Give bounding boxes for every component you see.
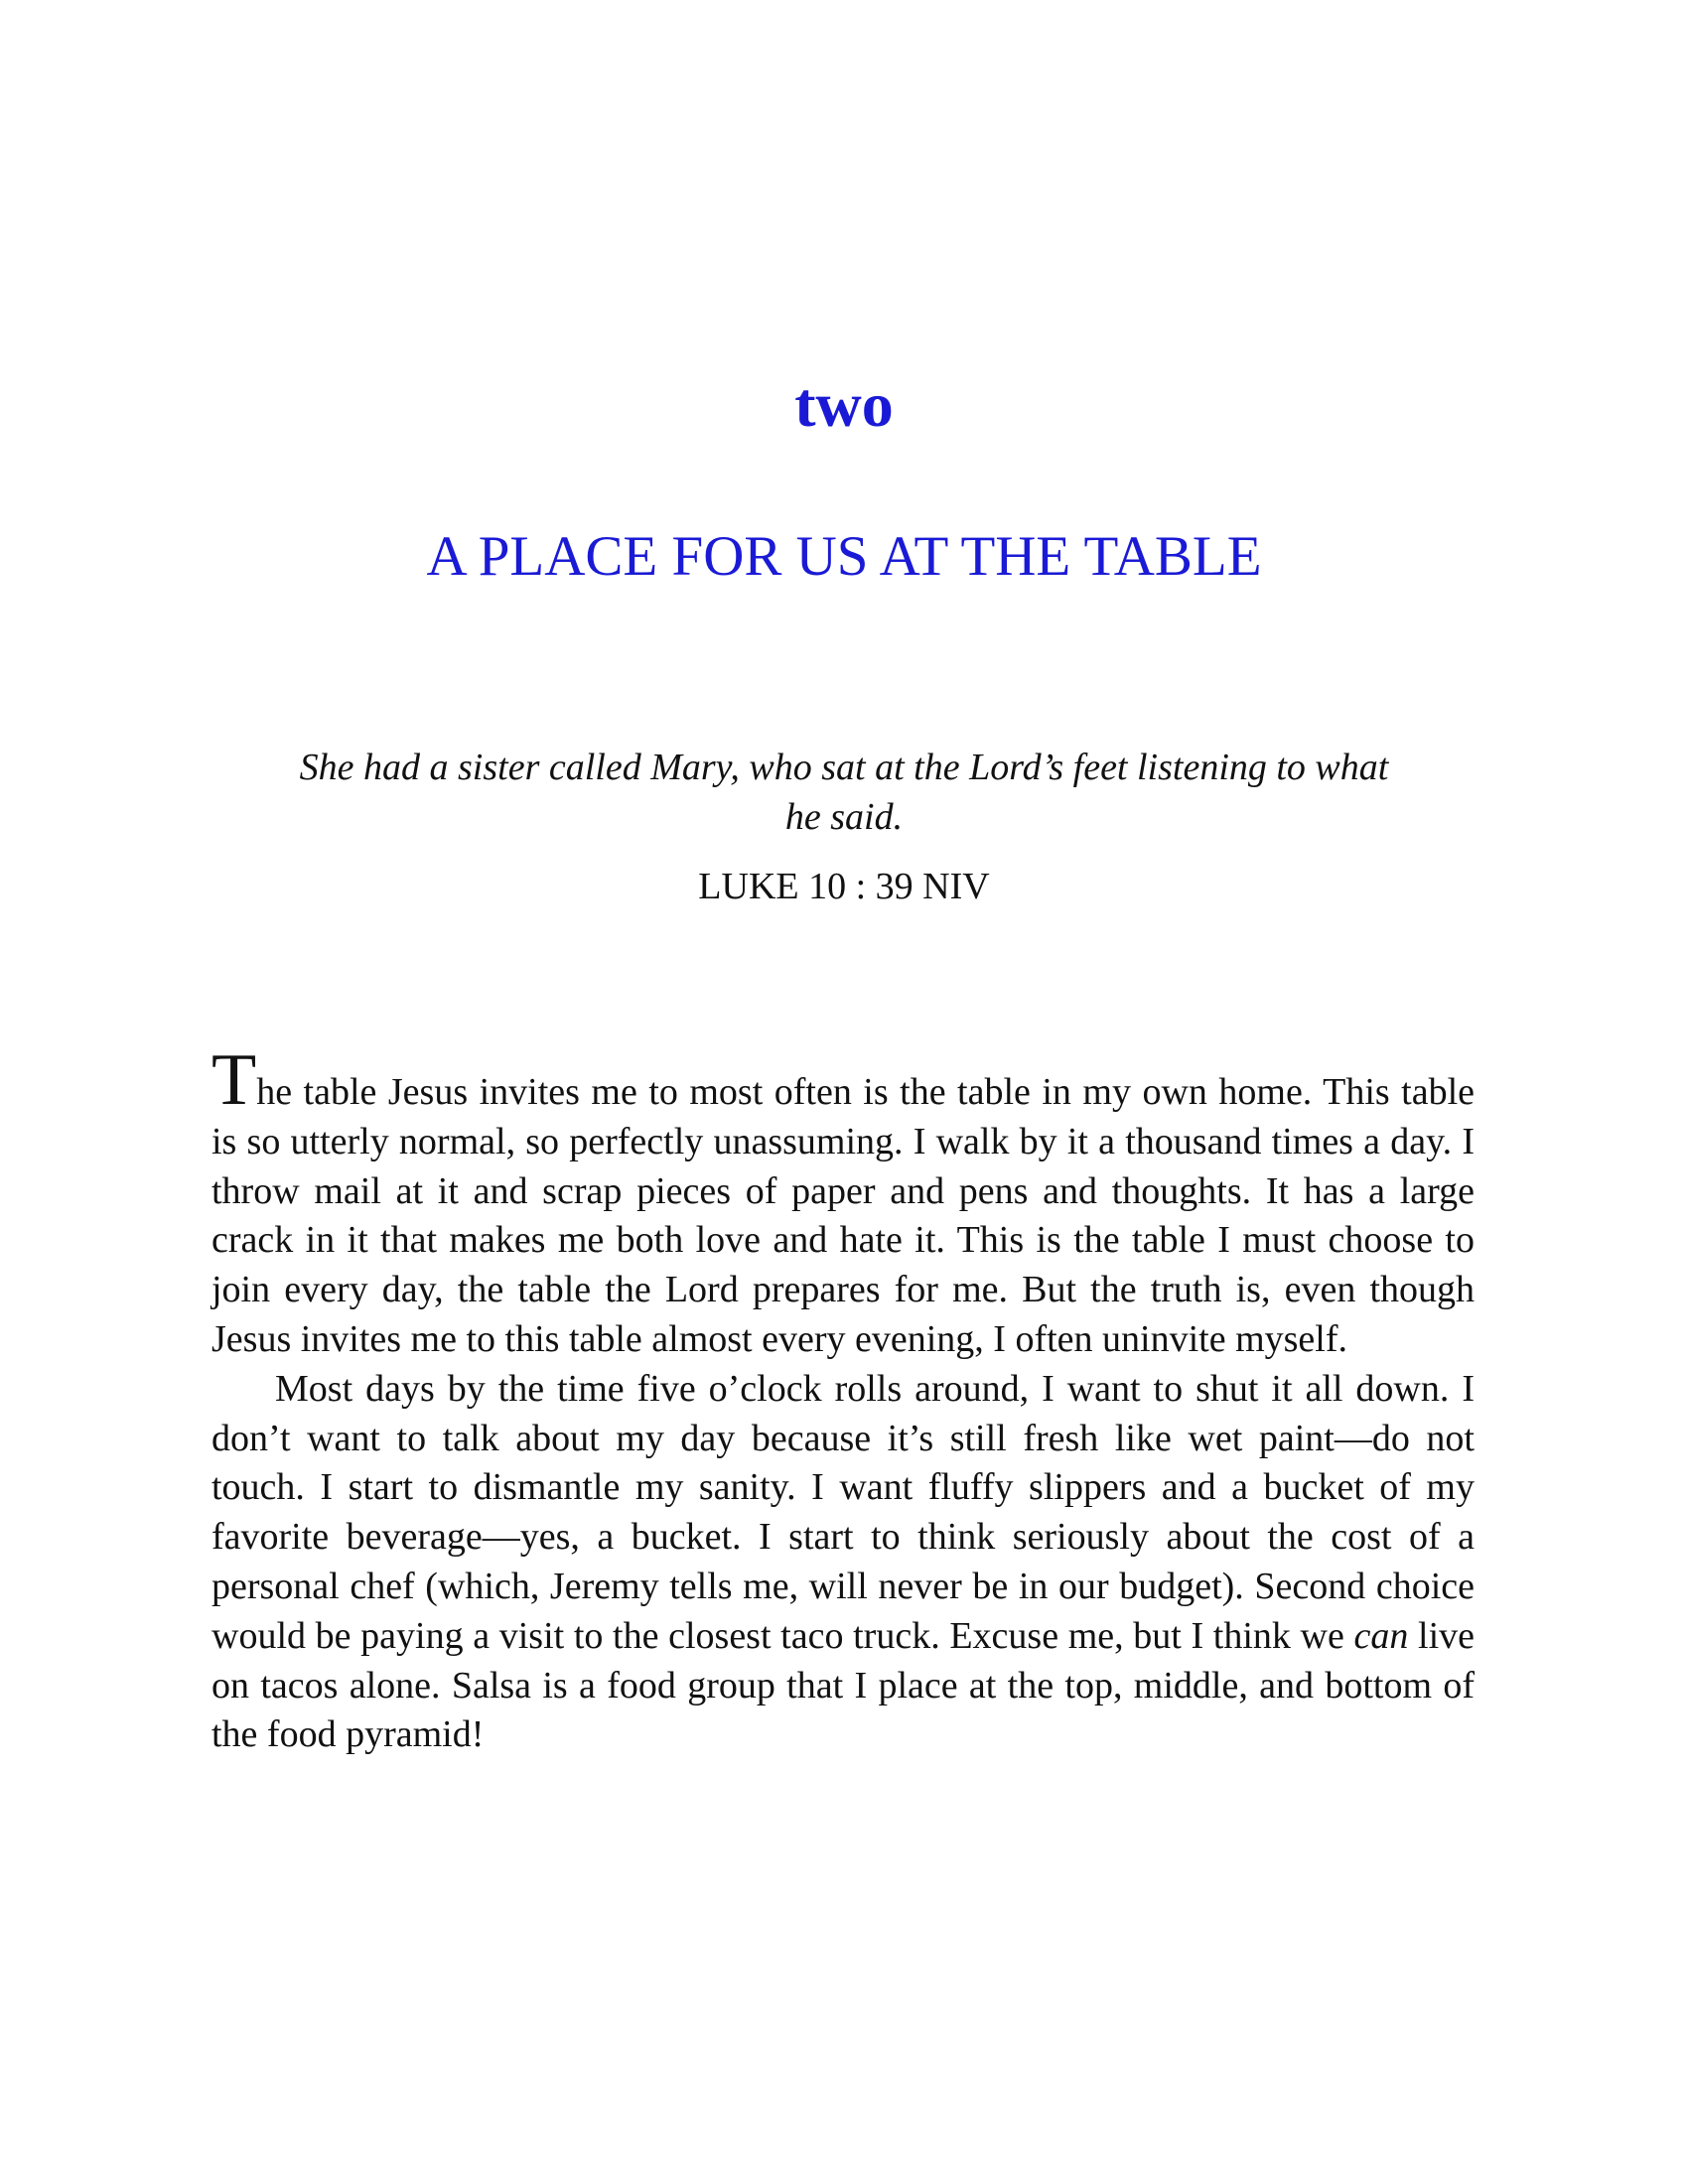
paragraph-2 — [211, 1365, 1475, 1760]
chapter-title: A PLACE FOR US AT THE TABLE — [426, 525, 1262, 588]
paragraph-1-text: he table Jesus invites me to most often is the table in my own home. This table is so utterly normal, so perfectly unassuming. I walk by it a thousand times a day. I throw mail at it and scrap pieces of paper and pens and thoughts. It has a large crack in it that makes me both love and hate it. This is the table I must choose to join every day, the table the Lord prepares for me. But the truth is, even though Jesus invites me to this table almost every evening, I often uninvite myself. — [211, 1071, 1475, 1360]
paragraph-2-emphasis: can — [1353, 1614, 1409, 1657]
paragraph-2-text-b: live on tacos alone. Salsa is a food group that I place at the top, middle, and bottom of the food pyramid! — [211, 1614, 1476, 1756]
body-text — [211, 1039, 1476, 1760]
paragraph-2-text-a: Most days by the time five o’clock rolls around, I want to shut it all down. I don’t want to talk about my day because it’s still fresh like wet paint—do not touch. I start to dismantle my sanity. I want fluffy slippers and a bucket of my favorite beverage—yes, a bucket. I start to think seriously about the cost of a personal chef (which, Jeremy tells me, will never be in our budget). Second choice would be paying a visit to the closest taco truck. Excuse me, but I think we — [211, 1367, 1475, 1657]
epigraph-quote: She had a sister called Mary, who sat at the Lord’s feet listening to what he said. — [299, 747, 1389, 838]
drop-cap: T — [211, 1039, 257, 1121]
paragraph-1 — [211, 1039, 1475, 1365]
epigraph-source: LUKE 10 : 39 NIV — [698, 866, 990, 907]
chapter-number: two — [794, 369, 894, 440]
